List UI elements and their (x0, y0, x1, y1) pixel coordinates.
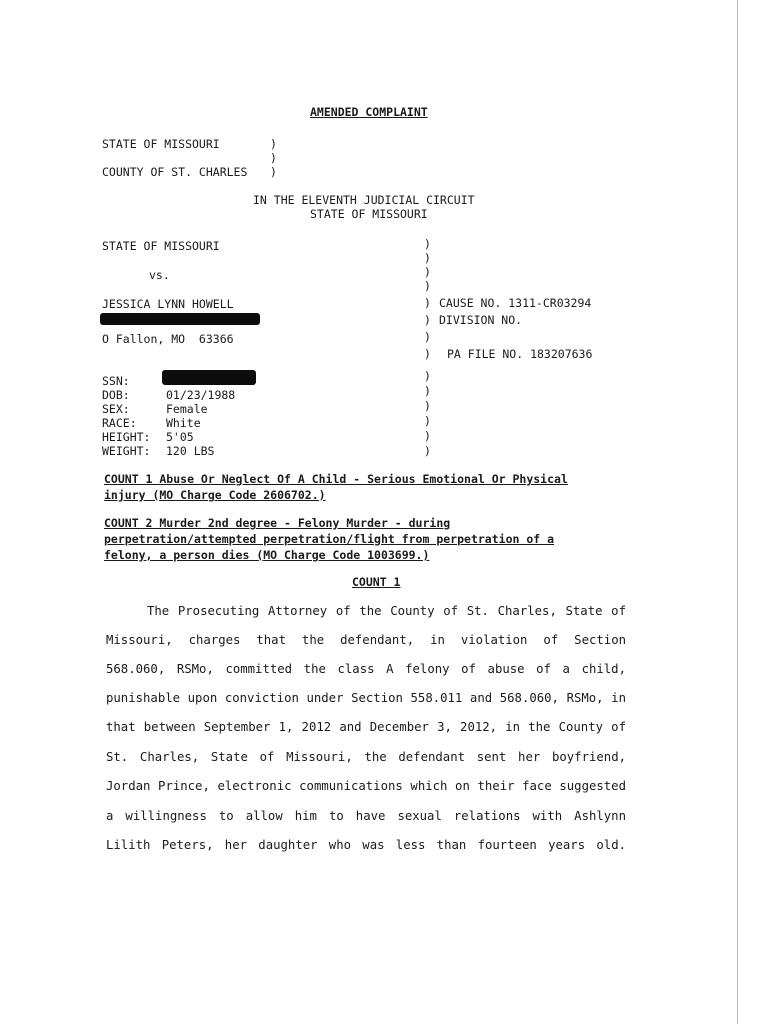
venue-paren: ) (270, 137, 277, 151)
height-value: 5'05 (166, 430, 194, 444)
info-paren: ) (424, 384, 431, 398)
info-paren: ) (424, 369, 431, 383)
body-line: 568.060, RSMo, committed the class A felony of abuse of a child, (106, 662, 626, 676)
division-number: DIVISION NO. (439, 313, 523, 327)
sex-label: SEX: (102, 402, 130, 416)
page-title: AMENDED COMPLAINT (310, 105, 428, 119)
caption-paren: ) (424, 347, 431, 361)
body-line: St. Charles, State of Missouri, the defendant sent her boyfriend, (106, 750, 626, 764)
caption-paren: ) (424, 330, 431, 344)
plaintiff-name: STATE OF MISSOURI (102, 239, 220, 253)
count-2-heading-line-2: perpetration/attempted perpetration/flight from perpetration of a (104, 532, 555, 546)
body-line: Jordan Prince, electronic communications which on their face suggested (106, 779, 626, 793)
count-2-heading-line-1: COUNT 2 Murder 2nd degree - Felony Murder - during (104, 516, 451, 530)
caption-paren: ) (424, 296, 431, 310)
dob-value: 01/23/1988 (166, 388, 236, 402)
race-label: RACE: (102, 416, 137, 430)
venue-paren: ) (270, 165, 277, 179)
info-paren: ) (424, 429, 431, 443)
pa-file-number: PA FILE NO. 183207636 (447, 347, 593, 361)
count-2-heading-line-3: felony, a person dies (MO Charge Code 1003699.) (104, 548, 430, 562)
caption-paren: ) (424, 251, 431, 265)
race-value: White (166, 416, 201, 430)
caption-paren: ) (424, 265, 431, 279)
sex-value: Female (166, 402, 208, 416)
dob-label: DOB: (102, 388, 130, 402)
info-paren: ) (424, 414, 431, 428)
height-label: HEIGHT: (102, 430, 151, 444)
venue-county: COUNTY OF ST. CHARLES (102, 165, 248, 179)
defendant-name: JESSICA LYNN HOWELL (102, 297, 234, 311)
body-line: Missouri, charges that the defendant, in violation of Section (106, 633, 626, 647)
page-edge-line (737, 0, 738, 1024)
body-line: that between September 1, 2012 and December 3, 2012, in the County of (106, 720, 626, 734)
caption-paren: ) (424, 313, 431, 327)
redaction-bar-ssn (162, 370, 256, 385)
defendant-city: O Fallon, MO 63366 (102, 332, 234, 346)
body-line: punishable upon conviction under Section 558.011 and 568.060, RSMo, in (106, 691, 626, 705)
section-heading: COUNT 1 (352, 575, 401, 589)
body-line: a willingness to allow him to have sexual relations with Ashlynn (106, 809, 626, 823)
redaction-bar-address (100, 313, 260, 325)
info-paren: ) (424, 444, 431, 458)
body-line: Lilith Peters, her daughter who was less than fourteen years old. (106, 838, 626, 852)
caption-paren: ) (424, 237, 431, 251)
court-line-1: IN THE ELEVENTH JUDICIAL CIRCUIT (253, 193, 475, 207)
court-line-2: STATE OF MISSOURI (310, 207, 428, 221)
count-1-heading-line-2: injury (MO Charge Code 2606702.) (104, 488, 326, 502)
ssn-label: SSN: (102, 374, 130, 388)
venue-state: STATE OF MISSOURI (102, 137, 220, 151)
venue-paren: ) (270, 151, 277, 165)
cause-number: CAUSE NO. 1311-CR03294 (439, 296, 592, 310)
body-line: The Prosecuting Attorney of the County of St. Charles, State of (147, 604, 626, 618)
caption-paren: ) (424, 279, 431, 293)
weight-value: 120 LBS (166, 444, 215, 458)
count-1-heading-line-1: COUNT 1 Abuse Or Neglect Of A Child - Serious Emotional Or Physical (104, 472, 568, 486)
versus-label: vs. (149, 268, 170, 282)
weight-label: WEIGHT: (102, 444, 151, 458)
info-paren: ) (424, 399, 431, 413)
